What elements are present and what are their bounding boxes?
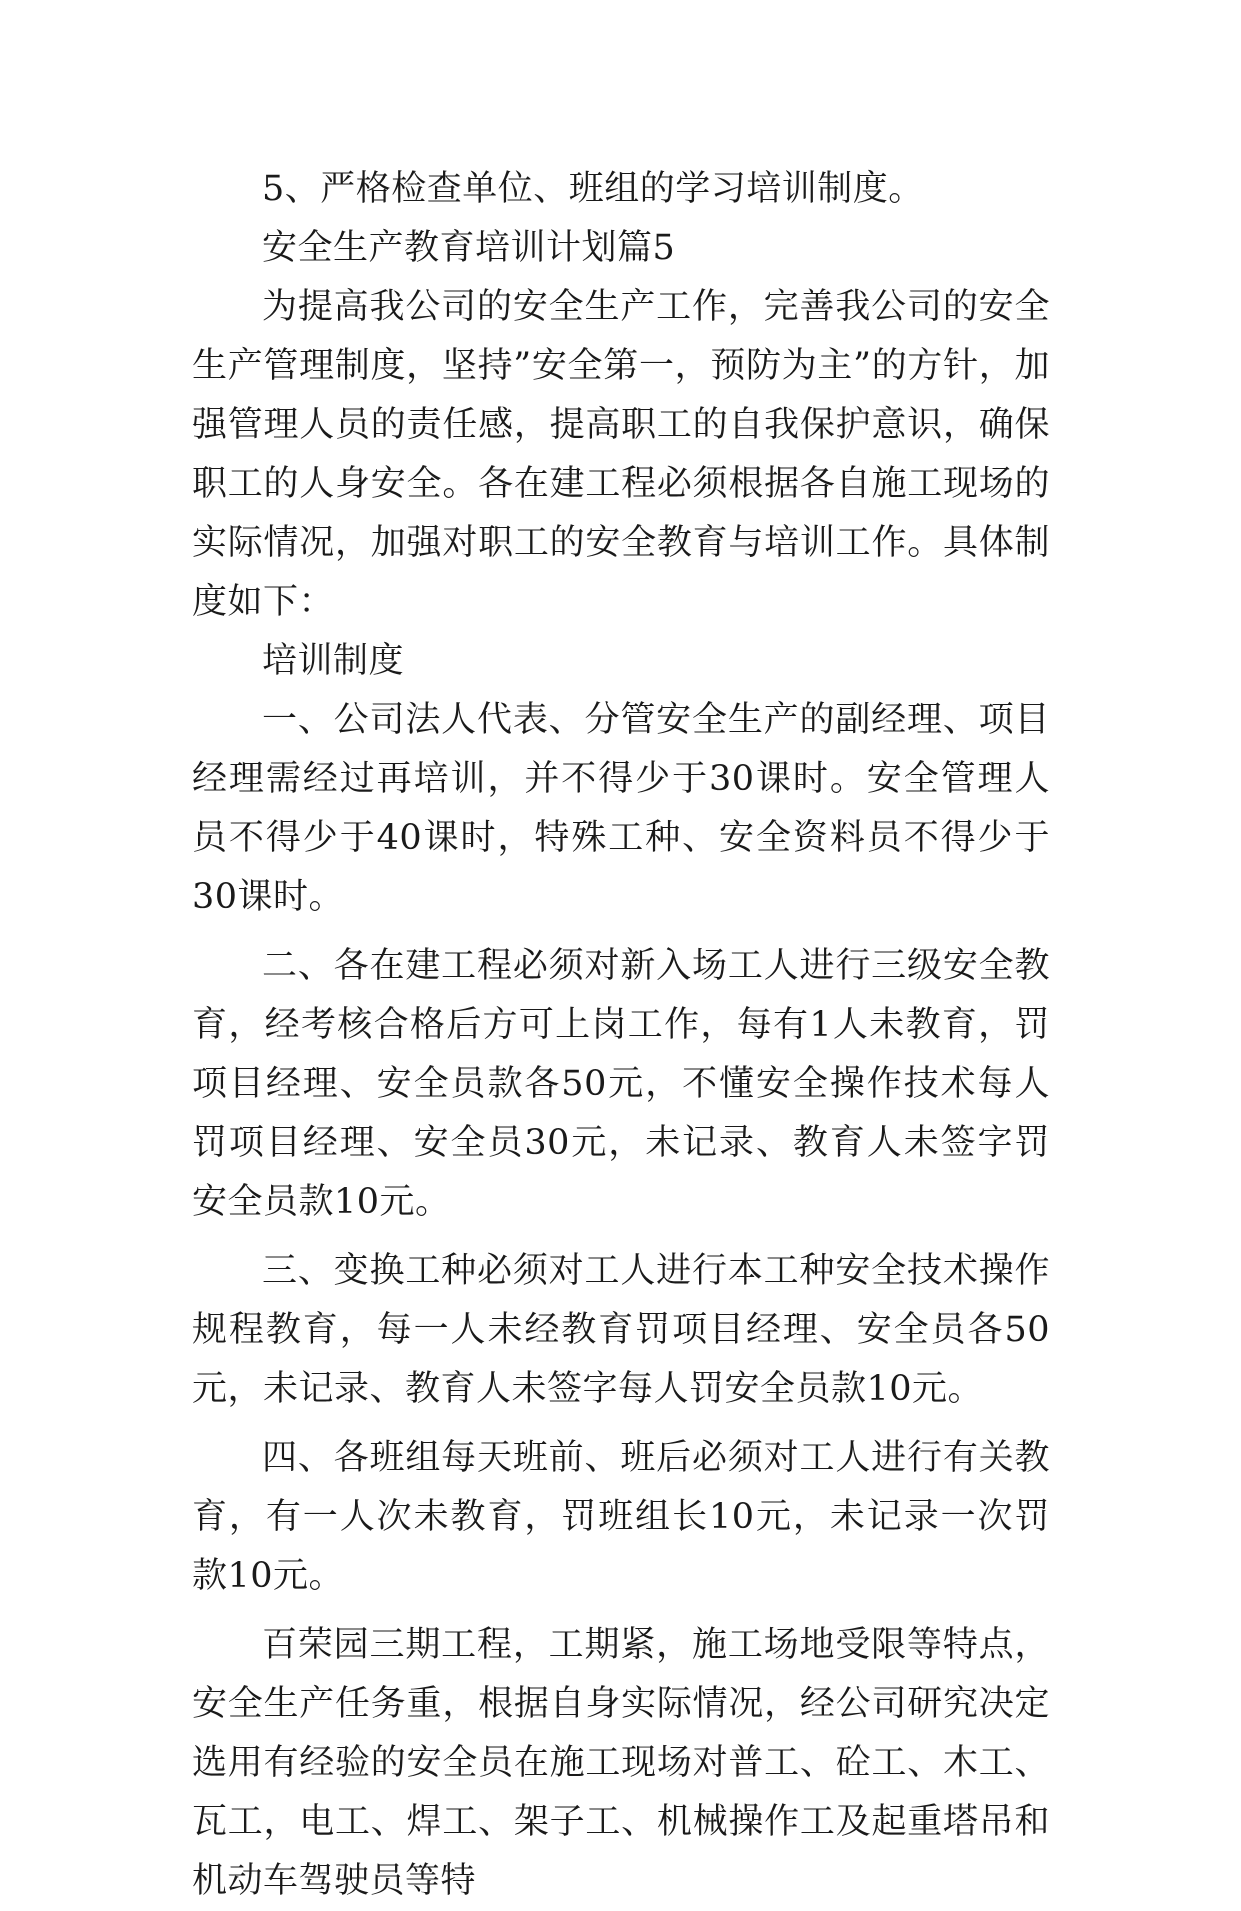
subheading-training-system: 培训制度	[262, 641, 405, 681]
paragraph-rule-1: 一、公司法人代表、分管安全生产的副经理、项目经理需经过再培训，并不得少于30课时。安全管理人员不得少于40课时，特殊工种、安全资料员不得少于30课时。	[192, 700, 1050, 917]
section-heading: 安全生产教育培训计划篇5	[262, 228, 676, 268]
paragraph-rule-4: 四、各班组每天班前、班后必须对工人进行有关教育，有一人次未教育，罚班组长10元，未记录一次罚款10元。	[192, 1438, 1050, 1596]
paragraph-rule-2: 二、各在建工程必须对新入场工人进行三级安全教育，经考核合格后方可上岗工作，每有1人未教育，罚项目经理、安全员款各50元，不懂安全操作技术每人罚项目经理、安全员30元，未记录、教育人未签字罚安全员款10元。	[192, 946, 1050, 1222]
paragraph-rule-3: 三、变换工种必须对工人进行本工种安全技术操作规程教育，每一人未经教育罚项目经理、安全员各50元，未记录、教育人未签字每人罚安全员款10元。	[192, 1251, 1050, 1409]
paragraph-item-5: 5、严格检查单位、班组的学习培训制度。	[262, 169, 924, 209]
document-body	[192, 160, 1050, 1911]
paragraph-project: 百荣园三期工程，工期紧，施工场地受限等特点，安全生产任务重，根据自身实际情况，经公司研究决定选用有经验的安全员在施工现场对普工、砼工、木工、瓦工，电工、焊工、架子工、机械操作工及起重塔吊和机动车驾驶员等特	[192, 1625, 1050, 1901]
paragraph-intro: 为提高我公司的安全生产工作，完善我公司的安全生产管理制度，坚持”安全第一，预防为主”的方针，加强管理人员的责任感，提高职工的自我保护意识，确保职工的人身安全。各在建工程必须根据各自施工现场的实际情况，加强对职工的安全教育与培训工作。具体制度如下：	[192, 287, 1050, 622]
